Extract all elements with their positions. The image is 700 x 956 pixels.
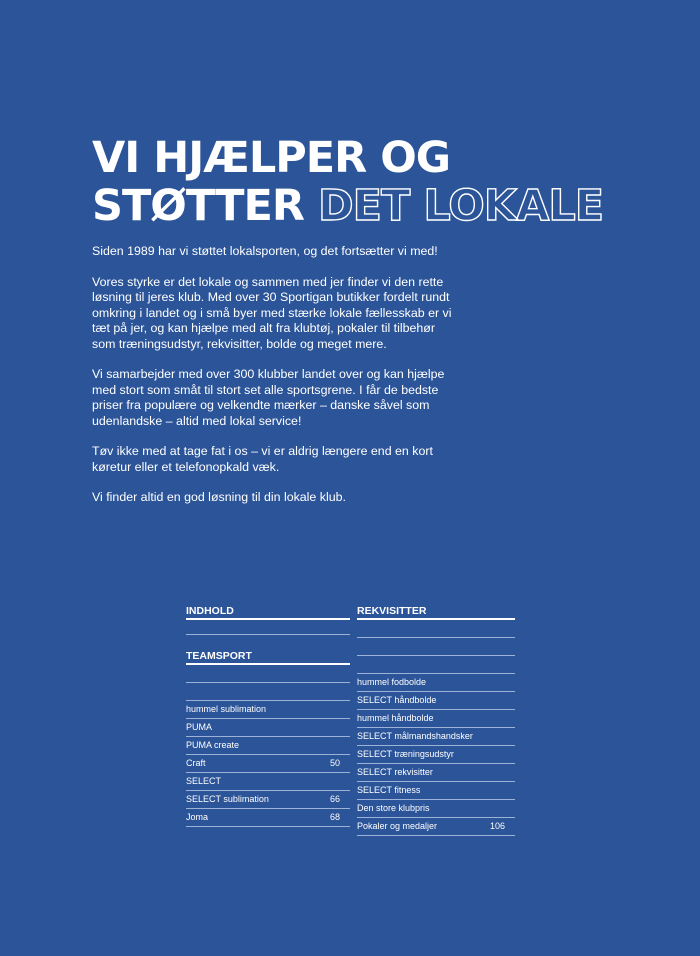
toc-row-label: SELECT håndbolde	[357, 695, 437, 705]
toc-row[interactable]	[357, 782, 515, 800]
toc-row[interactable]	[186, 755, 350, 773]
toc-row[interactable]	[357, 692, 515, 710]
toc-right-column	[357, 604, 515, 836]
toc-row-page: 106	[489, 821, 505, 831]
intro-paragraph-3: Vi samarbejder med over 300 klubber landet over og kan hjælpe med stort som småt til stort set alle sportsgrene. I får de bedste priser fra populære og velkendte mærker – danske såvel som udenlandske – altid med lokal service!	[92, 367, 445, 428]
headline-line-2-solid: STØTTER	[92, 181, 304, 231]
toc-row	[357, 656, 515, 674]
toc-row-label: PUMA	[186, 722, 213, 732]
toc-row	[186, 683, 350, 701]
toc-heading-teamsport: TEAMSPORT	[186, 649, 350, 665]
toc-heading-indhold: INDHOLD	[186, 604, 350, 620]
toc-row-label: Craft	[186, 758, 206, 768]
toc-row-label: hummel håndbolde	[357, 713, 434, 723]
toc-row-page: 50	[329, 758, 340, 768]
toc-row-label: SELECT træningsudstyr	[357, 749, 454, 759]
toc-right-list	[357, 620, 515, 836]
toc-left-column	[186, 604, 350, 827]
toc-row-label: hummel fodbolde	[357, 677, 427, 687]
toc-row[interactable]	[357, 674, 515, 692]
toc-row	[186, 665, 350, 683]
toc-row-label: SELECT rekvisitter	[357, 767, 433, 777]
toc-row[interactable]	[357, 818, 515, 836]
toc-row-page: 66	[329, 794, 340, 804]
toc-row	[357, 620, 515, 638]
toc-row[interactable]	[186, 737, 350, 755]
intro-paragraph-1: Siden 1989 har vi støttet lokalsporten, og det fortsætter vi med!	[92, 244, 438, 258]
toc-row[interactable]	[186, 809, 350, 827]
headline	[92, 134, 603, 230]
toc-row[interactable]	[357, 728, 515, 746]
toc-divider	[186, 635, 350, 649]
toc-row[interactable]	[357, 800, 515, 818]
toc-divider	[186, 620, 350, 635]
intro-paragraph-2: Vores styrke er det lokale og sammen med jer finder vi den rette løsning til jeres klub. Med over 30 Sportigan butikker fordelt rundt omkring i landet og i små byer med stærke lokale fællesskab er vi tæt på jer, og kan hjælpe med alt fra klubtøj, pokaler til tilbehør som træningsudstyr, rekvisitter, bolde og meget mere.	[92, 274, 452, 351]
toc-row-label: Joma	[186, 812, 209, 822]
toc-row[interactable]	[357, 764, 515, 782]
toc-heading-rekvisitter: REKVISITTER	[357, 604, 515, 620]
toc-row-label: hummel sublimation	[186, 704, 267, 714]
toc-row-label: SELECT fitness	[357, 785, 421, 795]
intro-paragraph-5: Vi finder altid en god løsning til din lokale klub.	[92, 490, 346, 504]
toc-row-label: Pokaler og medaljer	[357, 821, 438, 831]
intro-text	[92, 244, 454, 521]
toc-row[interactable]	[357, 746, 515, 764]
headline-line-1: VI HJÆLPER OG	[92, 133, 451, 183]
toc-row[interactable]	[186, 719, 350, 737]
toc-row-label: SELECT sublimation	[186, 794, 269, 804]
toc-row-page: 68	[329, 812, 340, 822]
toc-row[interactable]	[186, 773, 350, 791]
toc-row	[357, 638, 515, 656]
intro-paragraph-4: Tøv ikke med at tage fat i os – vi er aldrig længere end en kort køretur eller et telefonopkald væk.	[92, 444, 433, 474]
headline-line-2-outline: DET LOKALE	[317, 181, 604, 231]
toc-row[interactable]	[186, 791, 350, 809]
toc-left-list	[186, 665, 350, 827]
toc-row-label: SELECT	[186, 776, 222, 786]
toc-row-label: PUMA create	[186, 740, 240, 750]
toc-row[interactable]	[357, 710, 515, 728]
toc-row[interactable]	[186, 701, 350, 719]
toc-row-label: Den store klubpris	[357, 803, 430, 813]
toc-row-label: SELECT målmandshandsker	[357, 731, 473, 741]
